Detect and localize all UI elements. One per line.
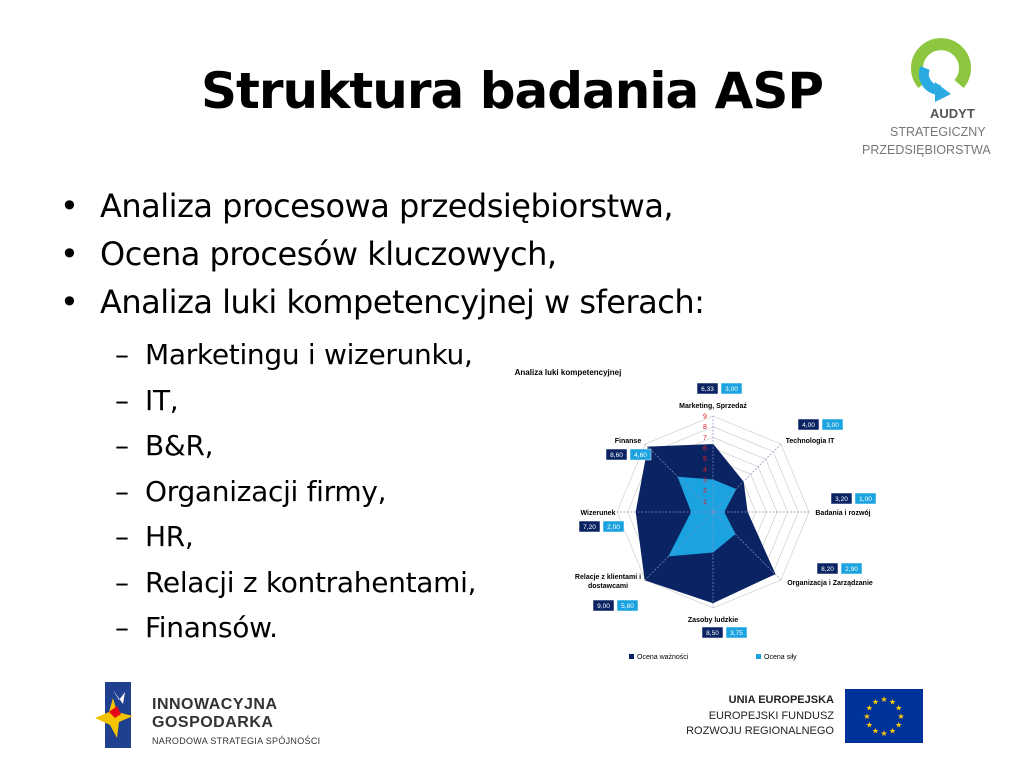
- value-label: 1,00: [859, 496, 872, 503]
- tick-label: 6: [703, 445, 707, 453]
- legend-swatch-importance: [629, 654, 634, 659]
- value-label: 3,00: [725, 386, 738, 393]
- eu-star: ★: [897, 712, 905, 721]
- eu-star: ★: [865, 703, 873, 713]
- value-label: 2,90: [845, 566, 858, 573]
- sub-bullet-text: HR,: [145, 520, 194, 553]
- eu-logo-line2: EUROPEJSKI FUNDUSZ: [708, 710, 834, 722]
- eu-flag-icon: [845, 689, 923, 743]
- category-label-line: dostawcami: [587, 583, 629, 590]
- ig-logo-line3: NARODOWA STRATEGIA SPÓJNOŚCI: [152, 736, 321, 746]
- category-label: Marketing, Sprzedaż: [679, 403, 747, 410]
- bullet-item: [60, 278, 704, 326]
- value-label: 7,20: [583, 524, 596, 531]
- category-label: Technologia IT: [785, 438, 835, 445]
- sub-bullet-marker: –: [115, 429, 129, 462]
- chart-title: Analiza luki kompetencyjnej: [514, 368, 622, 377]
- sub-bullet-item: [115, 378, 476, 424]
- main-bullet-list: [60, 182, 704, 326]
- bullet-marker: •: [60, 187, 79, 225]
- value-label: 3,00: [826, 422, 839, 429]
- value-label: 3,20: [835, 496, 848, 503]
- category-label: Organizacja i Zarządzanie: [787, 580, 873, 587]
- audyt-arrow: [935, 82, 951, 102]
- tick-label: 5: [703, 456, 707, 464]
- sub-bullet-text: IT,: [145, 383, 179, 417]
- tick-label: 7: [703, 434, 707, 442]
- tick-label: 3: [703, 477, 707, 485]
- eu-star: ★: [895, 720, 903, 730]
- value-label: 2,00: [607, 524, 620, 531]
- tick-label: 8: [703, 424, 707, 432]
- eu-star: ★: [871, 726, 880, 736]
- eu-star: ★: [895, 703, 903, 713]
- audyt-logo-line3: PRZEDSIĘBIORSTWA: [862, 143, 991, 157]
- bullet-marker: •: [60, 235, 79, 273]
- bullet-text: Ocena procesów kluczowych,: [100, 235, 557, 273]
- sub-bullet-list: [115, 332, 476, 651]
- sub-bullet-marker: –: [115, 383, 129, 417]
- category-label: Wizerunek: [580, 510, 616, 517]
- value-label: 6,33: [701, 386, 714, 393]
- tick-label: 1: [703, 498, 707, 506]
- value-label: 9,00: [597, 603, 610, 610]
- category-label: Finanse: [614, 438, 642, 445]
- value-label: 8,20: [821, 566, 834, 573]
- slide-title: Struktura badania ASP: [200, 62, 824, 120]
- sub-bullet-text: Relacji z kontrahentami,: [145, 565, 477, 599]
- eu-star: ★: [863, 712, 871, 721]
- tick-label: 4: [703, 466, 707, 474]
- sub-bullet-item: [115, 469, 476, 515]
- sub-bullet-marker: –: [115, 338, 129, 371]
- tick-label: 9: [703, 413, 707, 421]
- value-label: 8,50: [706, 630, 719, 637]
- eu-star: ★: [880, 695, 888, 704]
- ig-logo-line1: INNOWACYJNA: [152, 696, 278, 713]
- bullet-item: [60, 182, 704, 230]
- eu-star: ★: [880, 729, 888, 738]
- sub-bullet-text: Finansów.: [145, 611, 278, 644]
- sub-bullet-marker: –: [115, 611, 129, 644]
- eu-star: ★: [888, 697, 897, 707]
- eu-star: ★: [871, 697, 880, 707]
- chart-ticks: [703, 414, 707, 506]
- ig-logo-line2: GOSPODARKA: [152, 714, 274, 731]
- sub-bullet-item: [115, 332, 476, 378]
- sub-bullet-item: [115, 605, 476, 651]
- sub-bullet-item: [115, 514, 476, 560]
- value-label: 3,75: [730, 630, 743, 637]
- bullet-text: Analiza procesowa przedsiębiorstwa,: [100, 187, 674, 225]
- bullet-text: Analiza luki kompetencyjnej w sferach:: [100, 283, 705, 321]
- value-label: 5,80: [621, 603, 634, 610]
- eu-logo-line3: ROZWOJU REGIONALNEGO: [686, 725, 834, 737]
- tick-label: 2: [703, 488, 707, 496]
- category-label: Badania i rozwój: [815, 510, 871, 517]
- audyt-logo-icon: [855, 38, 995, 106]
- sub-bullet-item: [115, 423, 476, 469]
- eu-star: ★: [888, 726, 897, 736]
- radar-chart: [498, 354, 888, 674]
- value-label: 8,60: [610, 452, 623, 459]
- sub-bullet-text: Marketingu i wizerunku,: [145, 338, 473, 371]
- audyt-logo-line2: STRATEGICZNY: [890, 125, 986, 139]
- value-label: 4,60: [634, 452, 647, 459]
- eu-star: ★: [865, 720, 873, 730]
- bullet-marker: •: [60, 283, 79, 321]
- innowacyjna-gospodarka-logo-icon: [95, 680, 135, 752]
- bullet-item: [60, 230, 704, 278]
- legend-label-importance: Ocena ważności: [637, 654, 689, 661]
- value-label: 4,00: [802, 422, 815, 429]
- eu-logo-line1: UNIA EUROPEJSKA: [728, 694, 834, 706]
- sub-bullet-item: [115, 560, 476, 606]
- sub-bullet-text: B&R,: [145, 429, 214, 462]
- sub-bullet-text: Organizacji firmy,: [145, 474, 387, 508]
- legend-label-strength: Ocena siły: [764, 654, 797, 661]
- legend-swatch-strength: [756, 654, 761, 659]
- sub-bullet-marker: –: [115, 474, 129, 508]
- sub-bullet-marker: –: [115, 565, 129, 599]
- category-label: Zasoby ludzkie: [687, 617, 739, 624]
- category-label-line: Relacje z klientami i: [574, 574, 642, 581]
- sub-bullet-marker: –: [115, 520, 129, 553]
- audyt-logo-line1: AUDYT: [930, 106, 975, 121]
